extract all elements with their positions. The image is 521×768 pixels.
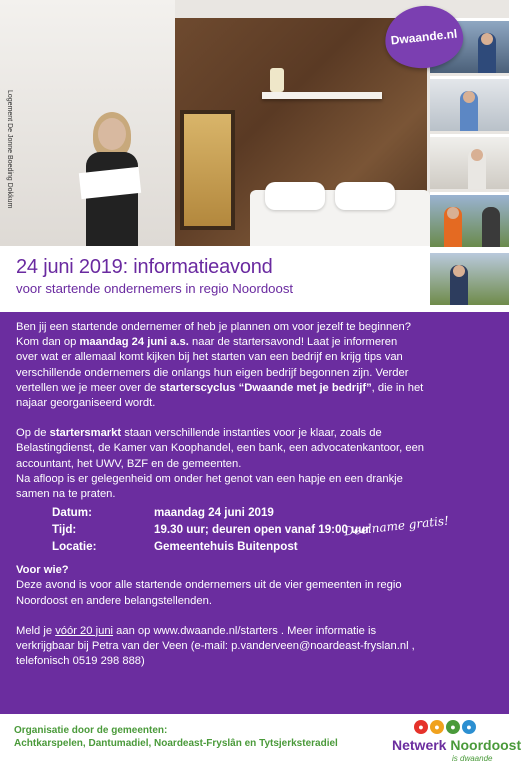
market-paragraph: Op de startersmarkt staan verschillende instanties voor je klaar, zoals de Belastingdienst, de Kamer van Koophandel, een bank, een advocatenkantoor, een accountant, het UWV, BZF en de gemeenten. Na afloop is er gelegenheid om onder het genot van een hapje en een drankje samen na te praten. (16, 427, 425, 501)
dwaande-badge: Dwaande.nl (382, 2, 466, 72)
intro-paragraph: Ben jij een startende ondernemer of heb je plannen om voor jezelf te beginnen? Kom dan op maandag 24 juni a.s. naar de startersavond! Laat je informeren over wat er allemaal komt kijken bij het starten van een bedrijf en krijg tips van verschillende ondernemers die onlangs hun eigen bedrijf begonnen zijn. Verder vertellen we je meer over de starterscyclus “Dwaande met je bedrijf”, die in het najaar georganiseerd wordt. (16, 321, 424, 410)
person-icon: ● (462, 720, 476, 734)
person-icon: ● (414, 720, 428, 734)
person-body (86, 152, 138, 246)
page-subtitle: voor startende ondernemers in regio Noordoost (16, 281, 294, 296)
page-title: 24 juni 2019: informatieavond (16, 256, 273, 278)
title-band (0, 246, 430, 310)
detail-row-date: Datum: maandag 24 juni 2019 (52, 506, 274, 520)
footer (0, 714, 521, 768)
thumbnail-farmer-field (430, 250, 509, 305)
shelf (262, 92, 382, 99)
thumbnail-handshake (430, 76, 509, 131)
person-icon: ● (446, 720, 460, 734)
lamp (270, 68, 284, 92)
registration-paragraph: Meld je vóór 20 juni aan op www.dwaande.nl/starters . Meer informatie is verkrijgbaar bij Petra van der Veen (e-mail: p.vanderveen@noardeast-fryslan.nl , telefonisch 0519 298 888) (16, 624, 415, 668)
netwerk-noordoost-logo: ● ● ● ● Netwerk Noordoost is dwaande (392, 718, 507, 766)
logo-people-icons (414, 718, 484, 736)
photo-credit: Logement De Jonne Boeding Dokkum (6, 90, 13, 209)
person-head (98, 118, 126, 150)
pillow (265, 182, 325, 210)
thumbnail-farmers (430, 192, 509, 247)
organizers: Organisatie door de gemeenten: Achtkarspelen, Dantumadiel, Noardeast-Fryslân en Tytsjerksteradiel (14, 725, 338, 749)
pillow (335, 182, 395, 210)
free-entry-note: Deelname gratis! (343, 513, 450, 539)
audience-section: Voor wie? Deze avond is voor alle startende ondernemers uit de vier gemeenten in regio Noordoost en andere belangstellenden. (16, 563, 499, 609)
audience-heading: Voor wie? (16, 564, 69, 577)
detail-row-time: Tijd: 19.30 uur; deuren open vanaf 19:00 uur (52, 523, 370, 537)
window (180, 110, 235, 230)
thumbnail-office (430, 134, 509, 189)
info-panel (0, 312, 509, 714)
detail-row-location: Locatie: Gemeentehuis Buitenpost (52, 540, 298, 554)
person-icon: ● (430, 720, 444, 734)
